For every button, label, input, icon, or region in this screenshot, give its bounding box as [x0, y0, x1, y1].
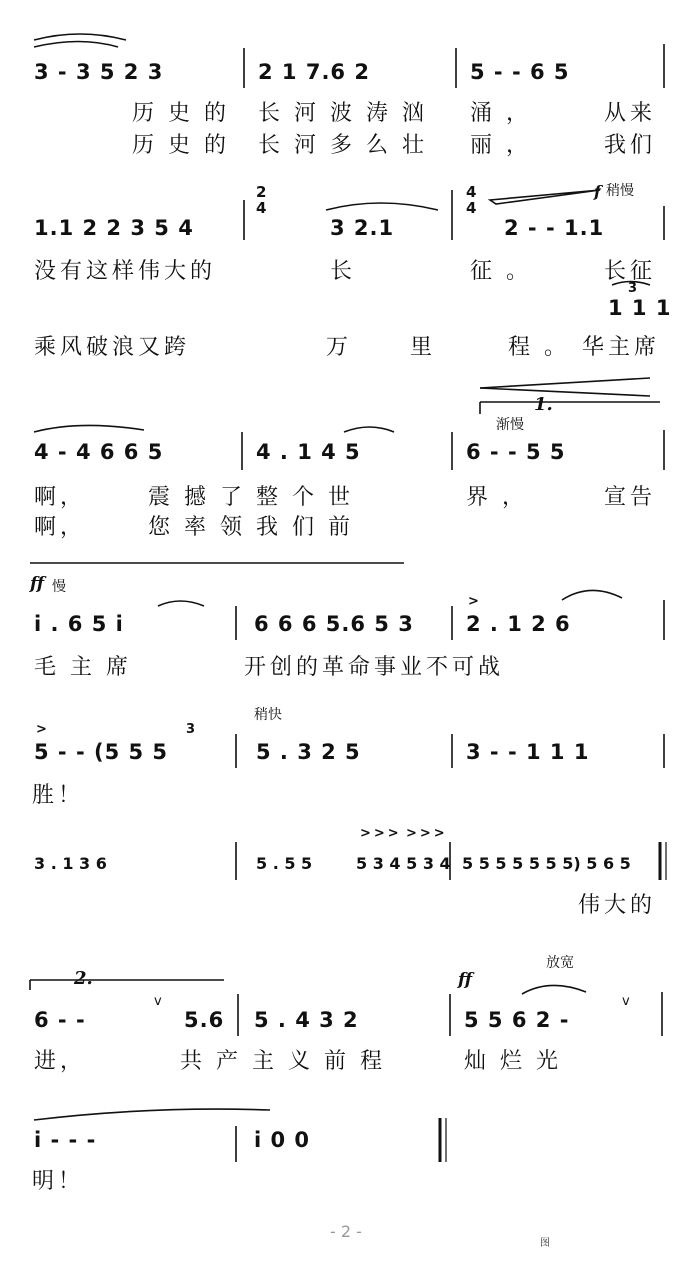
measure-2-notes: 2 1 7.6 2 — [258, 60, 370, 84]
lyric: 灿烂光 — [464, 1049, 573, 1074]
measure-20-notes: 5 . 4 3 2 — [254, 1008, 359, 1032]
time-signature-bottom: 4 — [466, 199, 477, 217]
time-signature-4-4 — [466, 184, 476, 216]
tempo-marking: 放宽 — [546, 955, 574, 971]
lyric-verse1: 没有这样伟大的 — [34, 259, 217, 284]
lyric-verse2: 我们 — [604, 133, 657, 158]
measure-21-notes: 5 5 6 2 - — [464, 1008, 570, 1032]
accent-mark: >>> — [406, 826, 448, 841]
lyric-verse1: 涌， — [470, 101, 543, 126]
measure-19-notes: 6 - - — [34, 1008, 86, 1032]
triplet-mark: 3 — [628, 281, 638, 296]
measure-1-notes: 3 - 3 5 2 3 — [34, 60, 164, 84]
lyric-verse1: 界， — [466, 485, 539, 510]
lyric: 毛主席 — [34, 655, 143, 680]
dynamic-marking: f — [594, 182, 601, 201]
lyric-verse1: 长征 — [604, 259, 657, 284]
dynamic-marking: ff — [30, 574, 45, 594]
lyric-verse2: 丽， — [470, 133, 543, 158]
lyric-verse1: 长河波涛汹 — [258, 101, 439, 126]
dynamic-marking: ff — [458, 970, 473, 990]
accent-mark: > — [468, 594, 479, 609]
measure-12-notes: 2 . 1 2 6 — [466, 612, 571, 636]
lyric-verse2: 长河多么壮 — [258, 133, 439, 158]
triplet-mark: 3 — [186, 722, 196, 737]
time-signature-top: 4 — [466, 183, 477, 201]
lyric-verse1: 征。 — [470, 259, 543, 284]
lyric: 共产主义前程 — [180, 1049, 397, 1074]
lyric-verse1: 从来 — [604, 101, 657, 126]
lyric-verse1: 啊， — [34, 485, 87, 510]
lyric: 明！ — [32, 1169, 85, 1194]
accent-mark: > — [36, 722, 47, 737]
lyric-verse1: 宣告 — [604, 485, 657, 510]
lyric-verse2: 乘风破浪又跨 — [34, 335, 191, 360]
lyric-verse2: 华主席 — [582, 335, 661, 360]
lyric-verse2: 万 — [326, 335, 363, 360]
measure-16-notes: 3 . 1 3 6 — [34, 854, 107, 873]
measure-14-notes: 5 . 3 2 5 — [256, 740, 361, 764]
accent-mark: >>> — [360, 826, 402, 841]
lyric-verse2: 啊， — [34, 515, 87, 540]
volta-first-ending: 1. — [534, 394, 553, 415]
lyric: 伟大的 — [578, 893, 657, 918]
measure-23-notes: i 0 0 — [254, 1128, 311, 1152]
measure-9-notes: 6 - - 5 5 — [466, 440, 566, 464]
time-signature-top: 2 — [256, 183, 267, 201]
tempo-marking: 渐慢 — [496, 417, 524, 433]
measure-15-notes: 3 - - 1 1 1 — [466, 740, 590, 764]
tempo-marking: 稍快 — [254, 707, 282, 723]
tempo-marking: 慢 — [52, 579, 66, 595]
measure-13-notes: 5 - - (5 5 5 — [34, 740, 169, 764]
volta-second-ending: 2. — [74, 968, 93, 989]
lyric: 胜！ — [32, 783, 85, 808]
breath-mark: v — [154, 994, 162, 1009]
lyric-verse2: 您率领我们前 — [148, 515, 365, 540]
side-mark: 图 — [540, 1238, 550, 1249]
measure-10-notes: i . 6 5 i — [34, 612, 124, 636]
measure-18-notes: 5 5 5 5 5 5 5) 5 6 5 — [462, 854, 631, 873]
lyric: 进， — [34, 1049, 87, 1074]
lyric-verse1: 震撼了整个世 — [148, 485, 365, 510]
tempo-marking: 稍慢 — [606, 183, 634, 199]
measure-17-notes: 5 . 5 5 — [256, 854, 313, 873]
lyric-verse1: 长 — [330, 259, 367, 284]
breath-mark: v — [622, 994, 630, 1009]
measure-7-notes: 4 - 4 6 6 5 — [34, 440, 164, 464]
measure-8-notes: 4 . 1 4 5 — [256, 440, 361, 464]
measure-19b-notes: 5.6 — [184, 1008, 225, 1032]
measure-22-notes: i - - - — [34, 1128, 97, 1152]
triplet-notes: 1 1 1 — [608, 296, 672, 320]
measure-17b-notes: 5 3 4 5 3 4 — [356, 854, 451, 873]
lyric: 开创的革命事业不可战 — [244, 655, 505, 680]
lyric-verse1: 历史的 — [132, 101, 241, 126]
measure-3-notes: 5 - - 6 5 — [470, 60, 570, 84]
time-signature-2-4 — [256, 184, 266, 216]
page-number: - 2 - — [330, 1222, 362, 1241]
measure-11-notes: 6 6 6 5.6 5 3 — [254, 612, 414, 636]
lyric-verse2: 里 — [410, 335, 447, 360]
measure-4-notes: 1.1 2 2 3 5 4 — [34, 216, 194, 240]
lyric-verse2: 历史的 — [132, 133, 241, 158]
lyric-verse2: 程。 — [508, 335, 581, 360]
time-signature-bottom: 4 — [256, 199, 267, 217]
measure-5-notes: 3 2.1 — [330, 216, 395, 240]
measure-6-notes: 2 - - 1.1 — [504, 216, 605, 240]
